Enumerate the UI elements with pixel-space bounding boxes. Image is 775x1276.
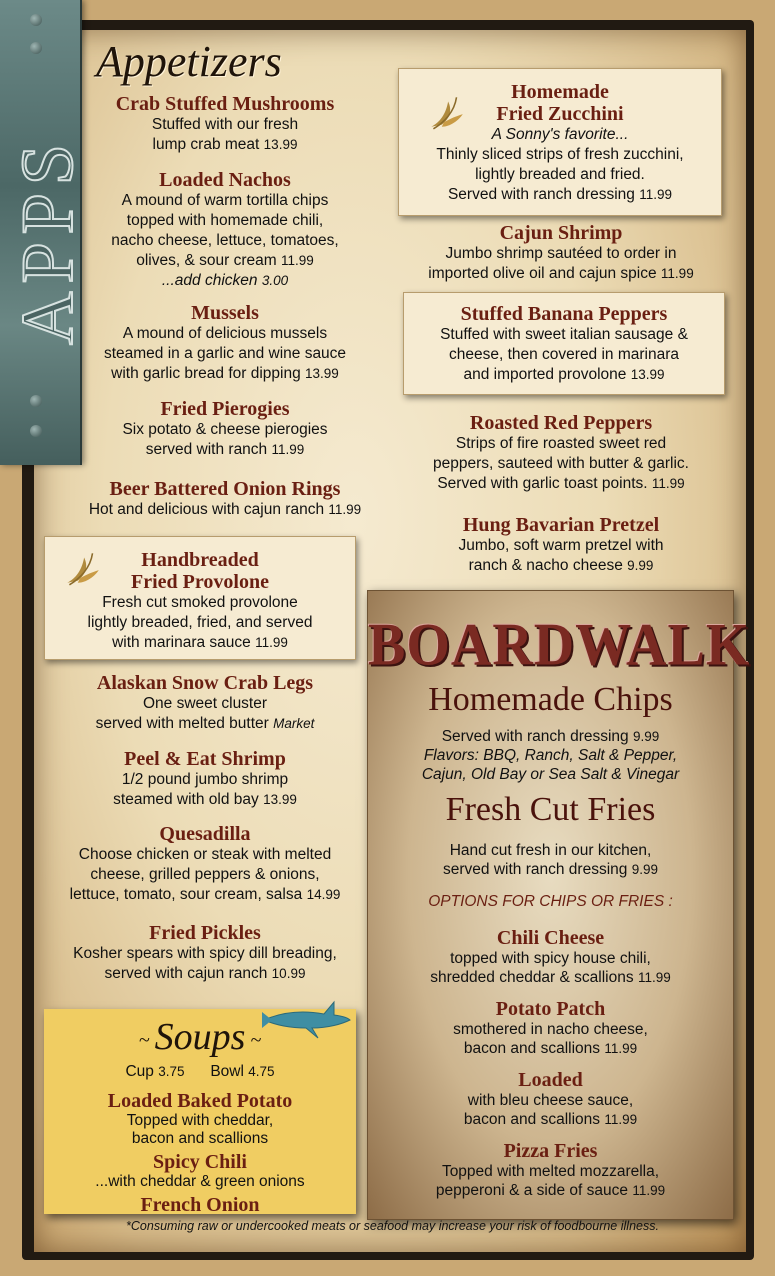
item-name: Fried Pickles — [149, 922, 261, 944]
cup-price: 3.75 — [158, 1064, 185, 1080]
option-price: 11.99 — [632, 1183, 666, 1198]
item-name: Crab Stuffed Mushrooms — [115, 93, 335, 115]
chips-desc: Served with ranch dressing — [441, 728, 629, 745]
item-name: Quesadilla — [159, 823, 251, 845]
fries-title: Fresh Cut Fries — [445, 791, 656, 828]
option-price: 11.99 — [637, 970, 671, 985]
item-desc: lightly breaded, fried, and served — [87, 614, 313, 631]
option-desc: bacon and scallions — [463, 1040, 601, 1057]
item-desc: lightly breaded and fried. — [475, 166, 645, 183]
featured-zucchini-box — [398, 68, 722, 216]
featured-provolone-box — [44, 536, 356, 660]
item-name: Handbreaded — [141, 549, 259, 571]
item-name: Fried Zucchini — [496, 103, 624, 125]
item-extra-price: 3.00 — [261, 273, 289, 288]
option-desc: smothered in nacho cheese, — [453, 1021, 648, 1038]
soup-desc: ...with cheddar & green onions — [95, 1173, 305, 1191]
soup-desc: Topped with cheddar, — [126, 1112, 274, 1130]
item-name: Stuffed Banana Peppers — [460, 303, 668, 325]
chips-flavors: Flavors: BBQ, Ranch, Salt & Pepper, — [423, 747, 678, 764]
menu-item — [70, 302, 380, 384]
item-desc: Strips of fire roasted sweet red — [455, 435, 667, 452]
menu-item — [50, 672, 360, 734]
section-title: Appetizers — [96, 37, 282, 86]
item-desc: cheese, then covered in marinara — [448, 346, 680, 363]
menu-item — [70, 398, 380, 460]
item-desc: nacho cheese, lettuce, tomatoes, — [111, 232, 339, 249]
item-desc: steamed in a garlic and wine sauce — [103, 345, 347, 362]
item-desc: peppers, sauteed with butter & garlic. — [433, 455, 689, 472]
menu-item — [400, 514, 722, 576]
item-desc: topped with homemade chili, — [126, 212, 324, 229]
item-desc: Served with garlic toast points. — [437, 475, 648, 492]
item-price: 11.99 — [280, 253, 314, 268]
item-name: Loaded Nachos — [159, 169, 291, 191]
cup-label: Cup — [125, 1063, 154, 1081]
item-desc: A mound of warm tortilla chips — [121, 192, 329, 209]
featured-banana-peppers-box — [403, 292, 725, 395]
soup-name: Loaded Baked Potato — [107, 1090, 293, 1113]
option-price: 11.99 — [604, 1112, 638, 1127]
menu-item — [400, 222, 722, 284]
chips-title: Homemade Chips — [428, 681, 673, 718]
item-desc: Six potato & cheese pierogies — [122, 421, 328, 438]
bowl-price: 4.75 — [248, 1064, 275, 1080]
item-price: 10.99 — [271, 966, 306, 981]
item-desc: cheese, grilled peppers & onions, — [90, 866, 320, 883]
item-desc: Stuffed with our fresh — [151, 116, 299, 133]
item-desc: with garlic bread for dipping — [111, 365, 301, 382]
item-name: Fried Provolone — [131, 571, 269, 593]
menu-item — [50, 478, 400, 520]
item-desc: A mound of delicious mussels — [122, 325, 328, 342]
item-desc: Jumbo, soft warm pretzel with — [458, 537, 664, 554]
item-desc: with marinara sauce — [112, 634, 251, 651]
item-price: 9.99 — [627, 558, 654, 573]
soup-name: Spicy Chili — [153, 1151, 247, 1174]
ornamental-leaf-icon — [425, 91, 467, 133]
soup-desc: bacon and scallions — [131, 1130, 269, 1148]
fries-desc: served with ranch dressing — [443, 861, 628, 878]
item-price: 11.99 — [255, 635, 288, 650]
item-desc: served with ranch — [145, 441, 268, 458]
option-price: 11.99 — [604, 1041, 638, 1056]
option-desc: bacon and scallions — [463, 1111, 601, 1128]
option-desc: with bleu cheese sauce, — [467, 1092, 634, 1109]
item-price: 13.99 — [305, 366, 339, 381]
item-desc: Fresh cut smoked provolone — [102, 594, 298, 611]
item-name: Hung Bavarian Pretzel — [462, 514, 660, 536]
item-name: Roasted Red Peppers — [469, 412, 653, 434]
option-desc: topped with spicy house chili, — [450, 950, 651, 967]
item-price: 11.99 — [651, 476, 685, 491]
item-price: 13.99 — [263, 137, 298, 152]
soup-name: French Onion — [140, 1194, 260, 1217]
bowl-label: Bowl — [210, 1063, 244, 1081]
fries-desc: Hand cut fresh in our kitchen, — [449, 842, 652, 859]
item-desc: Thinly sliced strips of fresh zucchini, — [436, 146, 684, 163]
item-desc: ranch & nacho cheese — [468, 557, 623, 574]
boardwalk-title: BOARDWALK — [368, 611, 751, 679]
item-name: Mussels — [191, 302, 259, 324]
menu-item — [400, 412, 722, 494]
item-price: 13.99 — [630, 367, 665, 382]
item-desc: olives, & sour cream — [136, 252, 277, 269]
item-name: Cajun Shrimp — [499, 222, 623, 244]
item-name: Fried Pierogies — [160, 398, 290, 420]
item-price: 13.99 — [263, 792, 297, 807]
item-desc: Served with ranch dressing — [447, 186, 635, 203]
option-name: Chili Cheese — [496, 927, 605, 949]
item-extra: ...add chicken — [161, 272, 258, 289]
item-price: 11.99 — [639, 187, 673, 202]
soups-title: Soups — [154, 1016, 246, 1058]
item-price: Market — [273, 716, 315, 731]
disclaimer: *Consuming raw or undercooked meats or seafood may increase your risk of foodbourne illness. — [126, 1219, 659, 1233]
ornamental-leaf-icon — [61, 547, 103, 589]
item-price: 14.99 — [306, 887, 341, 902]
item-desc: steamed with old bay — [113, 791, 259, 808]
chips-flavors: Cajun, Old Bay or Sea Salt & Vinegar — [421, 766, 680, 783]
menu-item — [50, 748, 360, 810]
options-heading: OPTIONS FOR CHIPS OR FRIES : — [428, 893, 673, 910]
item-desc: imported olive oil and cajun spice — [428, 265, 657, 282]
item-tagline: A Sonny's favorite... — [491, 126, 629, 143]
item-price: 11.99 — [271, 442, 305, 457]
option-name: Pizza Fries — [503, 1140, 598, 1162]
soups-panel: ~ Soups ~ Cup 3.75 Bowl 4.75 Loaded Baked Potato Topped with cheddar, bacon and scallions Spicy Chili ...with cheddar & green onions French Onion — [44, 1009, 356, 1214]
fries-price: 9.99 — [631, 862, 658, 877]
chips-price: 9.99 — [633, 729, 660, 744]
item-desc: 1/2 pound jumbo shrimp — [121, 771, 289, 788]
option-name: Potato Patch — [495, 998, 606, 1020]
item-name: Homemade — [511, 81, 609, 103]
item-desc: served with melted butter — [95, 715, 269, 732]
item-desc: Kosher spears with spicy dill breading, — [73, 945, 337, 962]
item-desc: Choose chicken or steak with melted — [78, 846, 332, 863]
item-desc: lettuce, tomato, sour cream, salsa — [69, 886, 303, 903]
option-name: Loaded — [518, 1069, 583, 1091]
shark-icon — [262, 998, 352, 1040]
menu-item — [70, 93, 380, 155]
tab-label: APPS — [7, 136, 89, 345]
menu-item — [46, 823, 364, 905]
item-name: Beer Battered Onion Rings — [109, 478, 341, 500]
item-name: Alaskan Snow Crab Legs — [96, 672, 314, 694]
option-desc: Topped with melted mozzarella, — [441, 1163, 660, 1180]
item-desc: and imported provolone — [463, 366, 627, 383]
item-desc: lump crab meat — [152, 136, 260, 153]
item-desc: Stuffed with sweet italian sausage & — [440, 326, 688, 343]
item-desc: Hot and delicious with cajun ranch — [88, 501, 325, 518]
item-desc: served with cajun ranch — [104, 965, 268, 982]
item-name: Peel & Eat Shrimp — [124, 748, 286, 770]
item-price: 11.99 — [660, 266, 694, 281]
item-price: 11.99 — [328, 502, 362, 517]
option-desc: pepperoni & a side of sauce — [435, 1182, 629, 1199]
menu-item — [46, 922, 364, 984]
option-desc: shredded cheddar & scallions — [430, 969, 634, 986]
item-desc: One sweet cluster — [142, 695, 268, 712]
boardwalk-panel — [367, 590, 751, 1220]
item-desc: Jumbo shrimp sautéed to order in — [445, 245, 677, 262]
menu-item — [70, 169, 380, 291]
